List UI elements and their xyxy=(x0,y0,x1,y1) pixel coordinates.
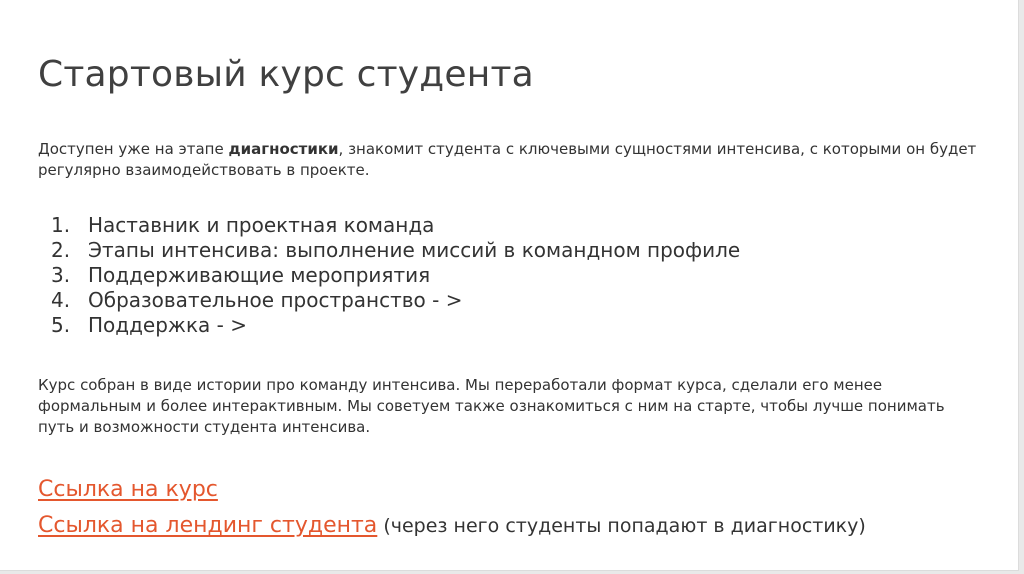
links-block xyxy=(38,472,866,544)
list-item xyxy=(38,313,740,338)
intro-bold-term: диагностики xyxy=(228,140,339,158)
course-note: Курс собран в виде истории про команду интенсива. Мы переработали формат курса, сделали его менее формальным и более интерактивным. Мы советуем также ознакомиться с ним на старте, чтобы лучше понимать путь и возможности студента интенсива. xyxy=(38,376,945,436)
intro-text-start: Доступен уже на этапе xyxy=(38,140,229,158)
list-item xyxy=(38,213,740,238)
intro-paragraph xyxy=(38,139,978,181)
list-item xyxy=(38,238,740,263)
steps-list xyxy=(38,213,740,338)
list-item-text: Наставник и проектная команда xyxy=(88,213,435,237)
intro-text-end: , знакомит студента с ключевыми сущностями интенсива, с которыми он будет регулярно взаимодействовать в проекте. xyxy=(38,140,977,179)
course-link[interactable]: Ссылка на курс xyxy=(38,477,218,502)
list-item xyxy=(38,263,740,288)
course-link-row xyxy=(38,472,866,508)
list-item-number: 4. xyxy=(51,288,71,312)
list-item-number: 3. xyxy=(51,263,71,287)
list-item-text: Этапы интенсива: выполнение миссий в командном профиле xyxy=(88,238,741,262)
list-item-text: Поддержка - > xyxy=(88,313,247,337)
landing-link-row xyxy=(38,508,866,544)
list-item-number: 2. xyxy=(51,238,71,262)
landing-link[interactable]: Ссылка на лендинг студента xyxy=(38,513,378,538)
list-item-number: 1. xyxy=(51,213,71,237)
list-item xyxy=(38,288,740,313)
list-item-number: 5. xyxy=(51,313,71,337)
page-title: Стартовый курс студента xyxy=(38,54,534,95)
landing-link-hint: (через него студенты попадают в диагностику) xyxy=(377,515,866,537)
list-item-text: Поддерживающие мероприятия xyxy=(88,263,431,287)
list-item-text: Образовательное пространство - > xyxy=(88,288,463,312)
